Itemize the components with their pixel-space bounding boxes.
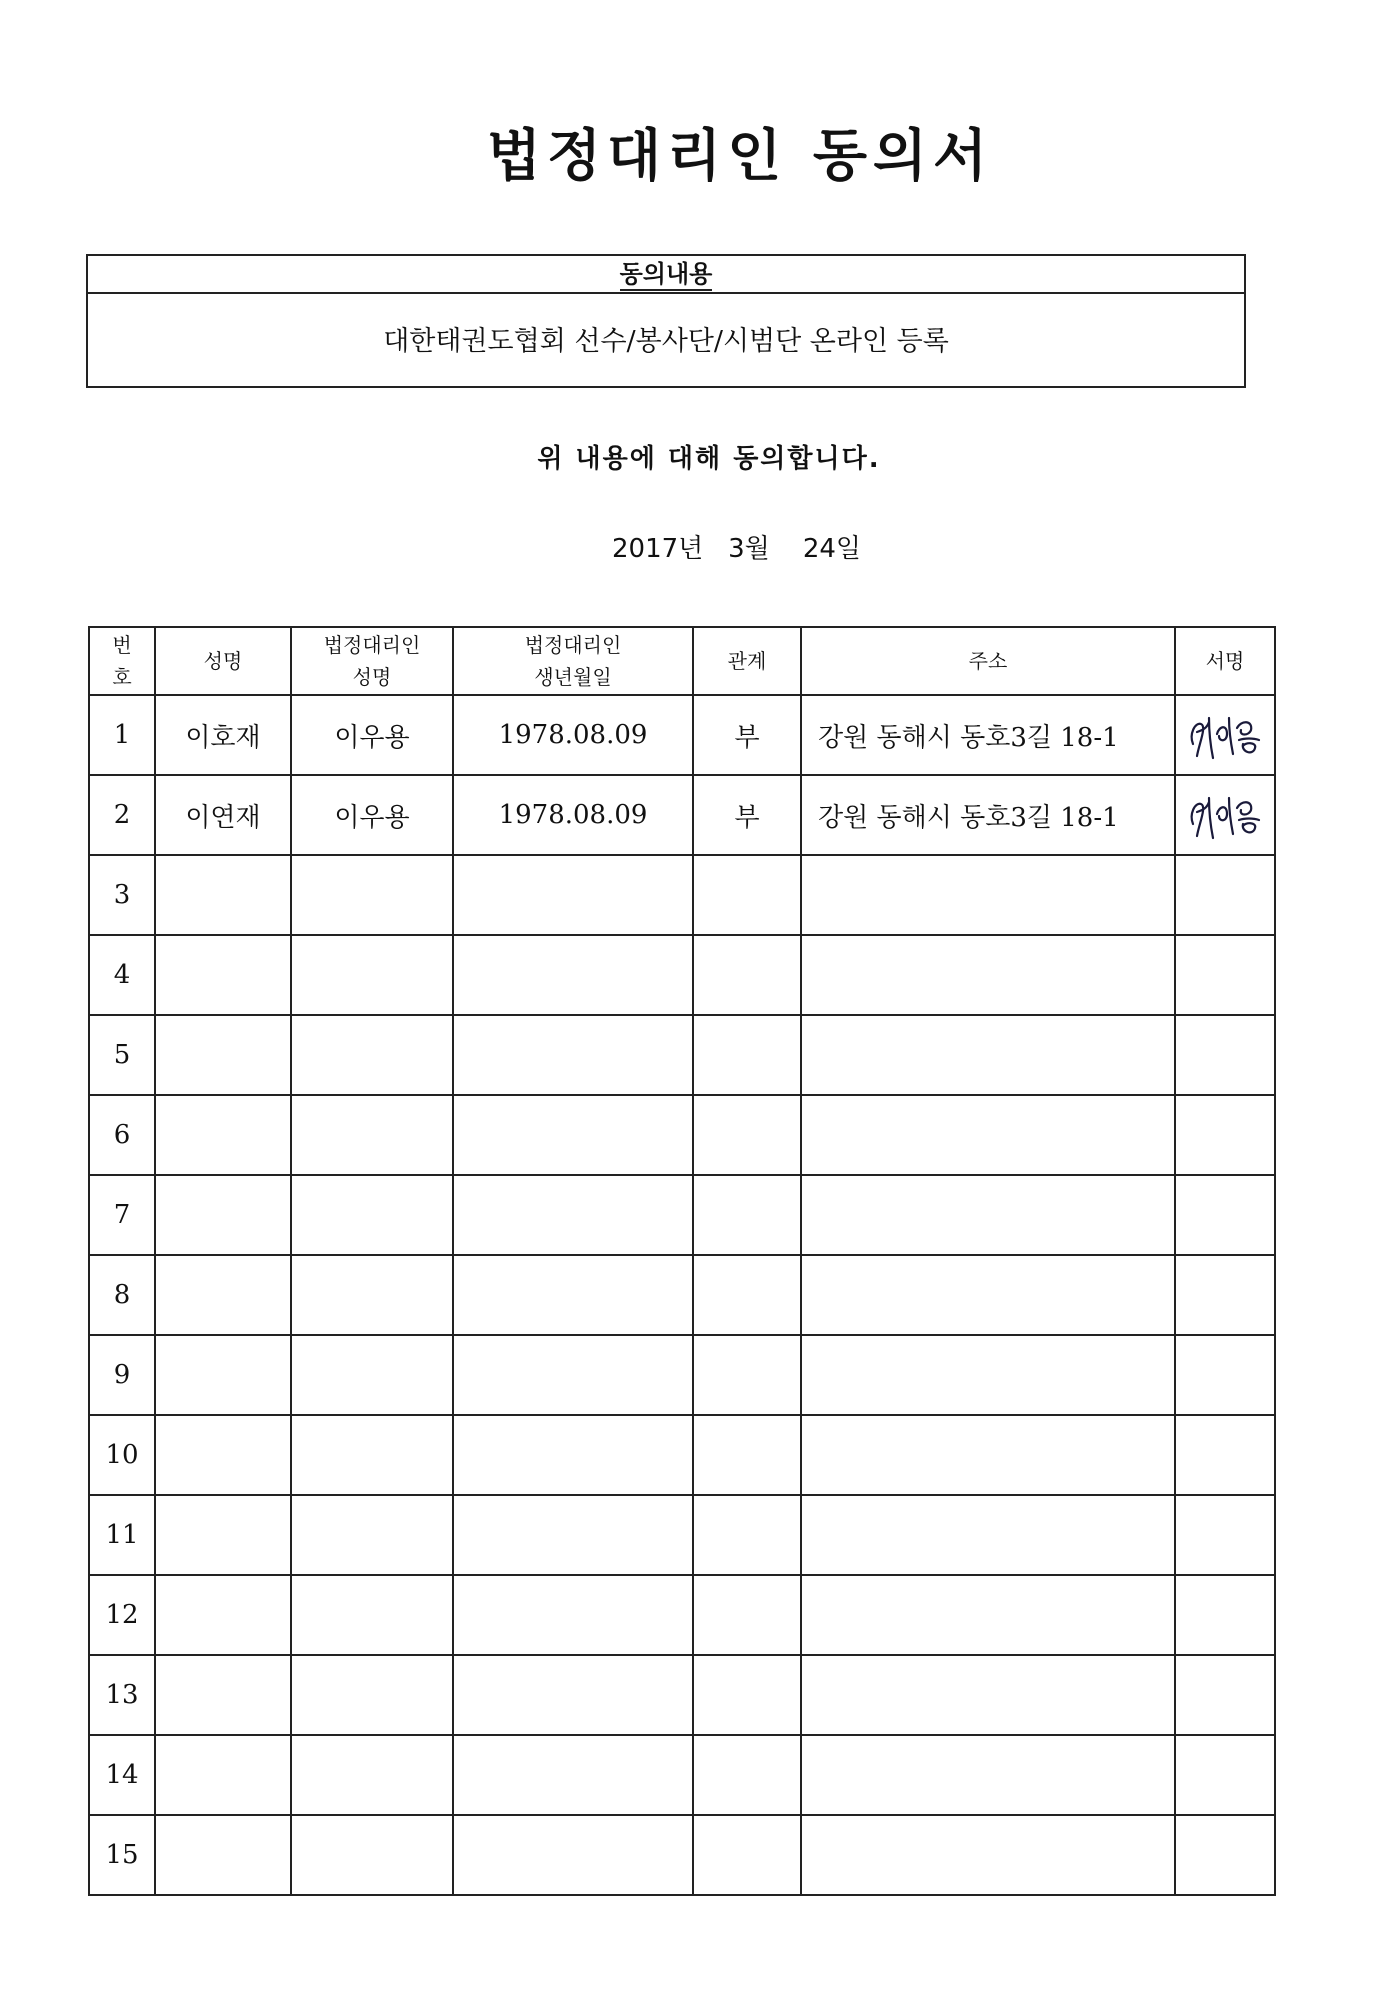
cell-relation: 부 [693,775,801,855]
cell-no: 7 [89,1175,155,1255]
cell-guardian-name [291,1655,453,1735]
cell-no: 5 [89,1015,155,1095]
handwritten-signature-icon [1183,704,1267,766]
consent-content: 대한태권도협회 선수/봉사단/시범단 온라인 등록 [383,326,949,357]
cell-guardian-name [291,1735,453,1815]
cell-name [155,1815,291,1895]
cell-no: 14 [89,1735,155,1815]
cell-relation [693,1815,801,1895]
cell-no: 12 [89,1575,155,1655]
cell-signature [1175,1575,1275,1655]
cell-signature [1175,1415,1275,1495]
cell-guardian-name: 이우용 [291,695,453,775]
cell-guardian-birth [453,1335,693,1415]
cell-name [155,935,291,1015]
header-name: 성명 [155,627,291,695]
cell-signature [1175,1015,1275,1095]
table-row [89,1575,1275,1655]
cell-relation [693,1175,801,1255]
cell-signature [1175,1735,1275,1815]
cell-no: 2 [89,775,155,855]
date-day: 24일 [802,534,862,564]
cell-relation [693,935,801,1015]
cell-signature [1175,1815,1275,1895]
cell-address [801,1335,1175,1415]
table-row [89,1655,1275,1735]
cell-relation [693,1495,801,1575]
document-title: 법정대리인 동의서 [486,124,994,189]
header-no: 번 호 [89,627,155,695]
cell-signature [1175,855,1275,935]
cell-no: 11 [89,1495,155,1575]
consent-box [86,254,1246,388]
cell-address [801,1735,1175,1815]
cell-name [155,1575,291,1655]
cell-relation [693,1255,801,1335]
cell-relation [693,1015,801,1095]
cell-signature [1175,1335,1275,1415]
cell-no: 13 [89,1655,155,1735]
cell-guardian-birth [453,1015,693,1095]
cell-guardian-birth [453,1175,693,1255]
cell-signature [1175,1255,1275,1335]
cell-name [155,1655,291,1735]
cell-guardian-birth: 1978.08.09 [453,695,693,775]
cell-guardian-birth [453,1255,693,1335]
date-line [612,528,861,565]
guardian-roster-table [88,626,1276,1896]
cell-no: 1 [89,695,155,775]
table-row [89,1095,1275,1175]
cell-guardian-name [291,1255,453,1335]
cell-relation [693,1335,801,1415]
cell-guardian-name [291,1095,453,1175]
table-row [89,1735,1275,1815]
cell-name [155,1495,291,1575]
cell-relation: 부 [693,695,801,775]
cell-guardian-name [291,1175,453,1255]
cell-guardian-name [291,1335,453,1415]
table-row [89,1495,1275,1575]
handwritten-signature-icon [1183,784,1267,846]
cell-signature [1175,695,1275,775]
cell-guardian-name [291,1015,453,1095]
cell-no: 9 [89,1335,155,1415]
cell-name: 이연재 [155,775,291,855]
cell-guardian-birth: 1978.08.09 [453,775,693,855]
header-signature: 서명 [1175,627,1275,695]
table-row [89,1335,1275,1415]
table-row [89,935,1275,1015]
consent-header [88,256,1244,294]
cell-guardian-name [291,1815,453,1895]
header-address: 주소 [801,627,1175,695]
header-guardian-birth: 법정대리인 생년월일 [453,627,693,695]
cell-address [801,935,1175,1015]
cell-relation [693,855,801,935]
cell-address [801,1255,1175,1335]
cell-relation [693,1735,801,1815]
cell-no: 6 [89,1095,155,1175]
cell-relation [693,1415,801,1495]
cell-guardian-birth [453,1575,693,1655]
cell-name [155,1735,291,1815]
cell-name [155,1335,291,1415]
cell-no: 15 [89,1815,155,1895]
cell-signature [1175,1095,1275,1175]
cell-name [155,1015,291,1095]
cell-guardian-birth [453,1415,693,1495]
cell-address [801,1015,1175,1095]
agreement-statement: 위 내용에 대해 동의합니다. [537,444,881,474]
cell-guardian-name: 이우용 [291,775,453,855]
cell-no: 3 [89,855,155,935]
cell-guardian-name [291,1495,453,1575]
cell-address [801,1175,1175,1255]
cell-address [801,1575,1175,1655]
table-row [89,695,1275,775]
cell-no: 4 [89,935,155,1015]
cell-guardian-birth [453,1655,693,1735]
cell-name [155,1095,291,1175]
cell-address: 강원 동해시 동호3길 18-1 [801,775,1175,855]
table-row [89,1415,1275,1495]
cell-guardian-birth [453,1495,693,1575]
cell-guardian-birth [453,1815,693,1895]
cell-relation [693,1095,801,1175]
table-header-row [89,627,1275,695]
cell-guardian-name [291,1575,453,1655]
cell-signature [1175,1655,1275,1735]
cell-guardian-birth [453,935,693,1015]
table-row [89,1015,1275,1095]
cell-address [801,1415,1175,1495]
cell-guardian-name [291,855,453,935]
cell-address [801,1655,1175,1735]
cell-relation [693,1575,801,1655]
table-row [89,1815,1275,1895]
cell-address [801,1495,1175,1575]
cell-guardian-name [291,935,453,1015]
cell-signature [1175,1175,1275,1255]
table-row [89,1255,1275,1335]
cell-guardian-birth [453,1735,693,1815]
cell-address [801,855,1175,935]
table-row [89,775,1275,855]
cell-name [155,1255,291,1335]
cell-relation [693,1655,801,1735]
cell-guardian-birth [453,1095,693,1175]
cell-signature [1175,1495,1275,1575]
table-row [89,1175,1275,1255]
date-year: 2017년 [612,534,704,564]
cell-name: 이호재 [155,695,291,775]
cell-signature [1175,775,1275,855]
table-body [89,695,1275,1895]
cell-address [801,1095,1175,1175]
cell-address [801,1815,1175,1895]
cell-guardian-birth [453,855,693,935]
cell-no: 10 [89,1415,155,1495]
table-row [89,855,1275,935]
cell-guardian-name [291,1415,453,1495]
cell-no: 8 [89,1255,155,1335]
consent-header-label: 동의내용 [620,260,713,291]
date-month: 3월 [728,534,770,564]
cell-name [155,855,291,935]
header-relation: 관계 [693,627,801,695]
cell-signature [1175,935,1275,1015]
cell-name [155,1415,291,1495]
cell-address: 강원 동해시 동호3길 18-1 [801,695,1175,775]
cell-name [155,1175,291,1255]
header-guardian-name: 법정대리인 성명 [291,627,453,695]
